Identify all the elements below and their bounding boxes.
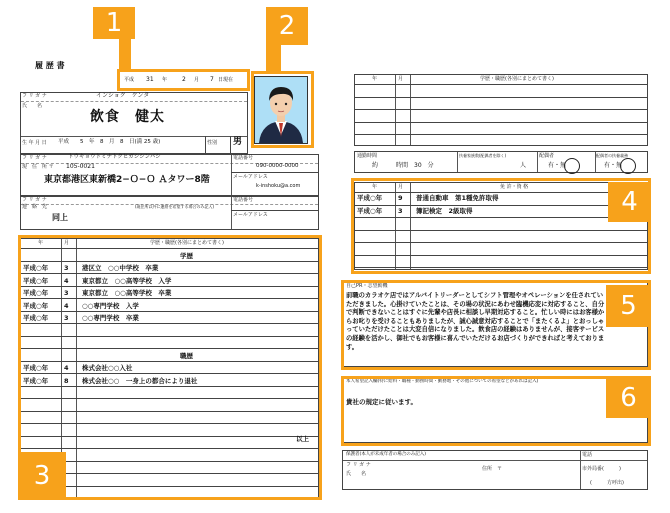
- row-year: 平成○年: [23, 301, 49, 310]
- address-furigana-label: フ リ ガ ナ: [22, 155, 47, 161]
- guardian-ext2: ( 方呼出): [590, 480, 624, 486]
- row-year: 平成○年: [23, 314, 49, 322]
- address-mail: k-inshoku@a.com: [256, 183, 301, 189]
- right-history-head-year: 年: [372, 76, 378, 82]
- row-text: 東京都立 ○○高等学校 卒業: [82, 289, 172, 297]
- doc-title: 履 歴 書: [35, 61, 65, 70]
- highlight-2: [251, 71, 314, 148]
- date-year-unit: 年: [162, 77, 168, 83]
- contact-phone-label: 電話番号: [233, 197, 254, 203]
- marker-2: 2: [266, 7, 308, 45]
- wish-text: 貴社の規定に従います。: [346, 398, 417, 406]
- row-month: 9: [398, 194, 403, 202]
- right-history-row-line: [354, 97, 648, 98]
- license-head-year: 年: [372, 184, 378, 190]
- dependents-label: 扶養家族数(配偶者を除く): [459, 153, 507, 158]
- row-month: 4: [64, 301, 69, 310]
- date-year: 31: [146, 76, 154, 83]
- row-year: 平成○年: [23, 376, 49, 385]
- history-end: 以上: [296, 435, 309, 443]
- guardian-label: 保護者(本人が未成年者の場合のみ記入): [346, 452, 427, 457]
- dependents-value: 人: [520, 162, 527, 169]
- row-month: 8: [64, 376, 69, 385]
- marker-4: 4: [608, 182, 651, 222]
- row-year: 平成○年: [357, 206, 383, 215]
- date-month-unit: 月: [194, 77, 200, 83]
- history-head-month: 月: [64, 240, 70, 246]
- row-text: 港区立 ○○中学校 卒業: [82, 264, 159, 272]
- birth-label: 生 年 月 日: [22, 140, 47, 146]
- address-phone: 090-0000-0000: [256, 163, 299, 169]
- row-month: 3: [64, 289, 69, 297]
- spouse-label: 配偶者: [539, 153, 555, 159]
- row-year: 平成○年: [23, 276, 49, 285]
- contact-mail-label: メールアドレス: [233, 212, 268, 218]
- marker-5: 5: [606, 285, 651, 327]
- row-year: 平成○年: [357, 194, 383, 202]
- row-month: 4: [64, 364, 69, 372]
- contact-furigana-label: フ リ ガ ナ: [22, 197, 47, 203]
- address-value: 東京都港区東新橋2−Ｏ−Ｏ Ａタワー8階: [44, 175, 210, 185]
- right-history-head-title: 学歴・職歴(各別にまとめて書く): [480, 76, 554, 82]
- right-history-row-line: [354, 84, 648, 85]
- row-year: 平成○年: [23, 364, 49, 372]
- date-month: 2: [182, 76, 186, 83]
- address-furigana: トウキョウトミナトクヒガシシンバシ: [68, 154, 161, 160]
- gender-label: 性別: [207, 140, 218, 146]
- contact-label: 連 絡 先: [22, 204, 48, 210]
- row-text: 簿記検定 2級取得: [416, 206, 473, 215]
- marker-3: 3: [18, 452, 66, 500]
- commute-label: 通勤時間: [357, 153, 378, 159]
- spouse-circle-icon: [564, 158, 580, 174]
- row-text: 東京都立 ○○高等学校 入学: [82, 276, 172, 285]
- address-label: 現 住 所 〒: [22, 164, 54, 170]
- row-text: ○○専門学校 卒業: [82, 314, 139, 322]
- contact-value: 同上: [52, 213, 68, 222]
- pr-text: 前職のカラオケ店ではアルバイトリーダーとしてシフト管理やオペレーションを任されていただきました。心掛けていたことは、その場の状況にあわせ臨機応変に対応すること、自分で判断できないことはすぐに先輩や店長に相談し早期対応すること。忙しい時にはお客様からお叱りを受けることもありましたが、誠心誠意対応することで「またくるよ」とおっしゃっていただけたことは大変自信になりました。飲食店の経験はありませんが、接客サービスの経験を活かし、御社でもお客様に喜んでいただけるお店づくりができればと考えております。: [346, 292, 605, 351]
- address-zip: 105-0021: [66, 163, 95, 170]
- guardian-name-label: 氏 名: [346, 471, 367, 477]
- wish-label: 本人希望記入欄(特に給料・職種・勤務時間・勤務地・その他についての希望などがあれば記入): [346, 379, 539, 384]
- row-text: 普通自動車 第1種免許取得: [416, 194, 499, 202]
- row-year: 平成○年: [23, 264, 49, 272]
- spouse-value: 有・無: [548, 162, 567, 169]
- row-text: ○○専門学校 入学: [82, 301, 139, 310]
- history-head-title: 学歴・職歴(各別にまとめて書く): [150, 240, 224, 246]
- highlight-4: [351, 178, 651, 274]
- right-history-head-month: 月: [398, 76, 404, 82]
- contact-note: (現住所以外に連絡を希望する場合のみ記入): [135, 204, 215, 209]
- date-day: 7: [210, 76, 214, 83]
- highlight-5: [341, 280, 651, 370]
- address-phone-label: 電話番号: [233, 155, 254, 161]
- edu-title: 学歴: [180, 252, 193, 260]
- name-furigana-label: フ リ ガ ナ: [22, 93, 47, 99]
- right-history-row-line: [354, 122, 648, 123]
- name-value: 飲食 健太: [90, 109, 165, 125]
- row-month: 3: [398, 206, 403, 215]
- right-history-row-line: [354, 109, 648, 110]
- license-head-month: 月: [398, 184, 404, 190]
- spouse2-value: 有・無: [604, 162, 623, 169]
- marker-1: 1: [93, 7, 135, 39]
- row-month: 4: [64, 276, 69, 285]
- marker-6: 6: [606, 378, 651, 418]
- highlight-6: [341, 376, 651, 446]
- highlight-1: [117, 69, 250, 91]
- spouse2-circle-icon: [620, 158, 636, 174]
- guardian-addr-label: 住所 〒: [482, 466, 503, 472]
- commute-value: 約 時間 30 分: [372, 162, 434, 169]
- row-month: 3: [64, 314, 69, 322]
- pr-label: 自己PR・志望動機: [346, 283, 388, 289]
- work-title: 職歴: [180, 352, 193, 360]
- address-mail-label: メールアドレス: [233, 174, 268, 180]
- gender-value: 男: [233, 137, 243, 147]
- guardian-phone-label: 電話: [582, 452, 593, 458]
- spouse2-label: 配偶者の扶養義務: [596, 153, 628, 158]
- row-text: 株式会社○○ 一身上の都合により退社: [82, 376, 198, 385]
- guardian-furigana-label: フ リ ガ ナ: [346, 462, 371, 468]
- row-text: 株式会社○○入社: [82, 364, 133, 372]
- history-head-year: 年: [38, 240, 44, 246]
- date-era: 平成: [124, 77, 135, 83]
- name-label: 氏 名: [22, 103, 43, 109]
- row-month: 3: [64, 264, 69, 272]
- date-day-unit: 日現在: [218, 77, 234, 83]
- name-furigana: インショク ケンタ: [96, 92, 150, 99]
- license-head-title: 免 許・資 格: [500, 184, 529, 190]
- birth-value: 平成 5 年 8 月 8 日(満 25 歳): [58, 139, 161, 145]
- right-history-row-line: [354, 134, 648, 135]
- guardian-ext: 市外局番( ): [582, 466, 621, 472]
- row-year: 平成○年: [23, 289, 49, 297]
